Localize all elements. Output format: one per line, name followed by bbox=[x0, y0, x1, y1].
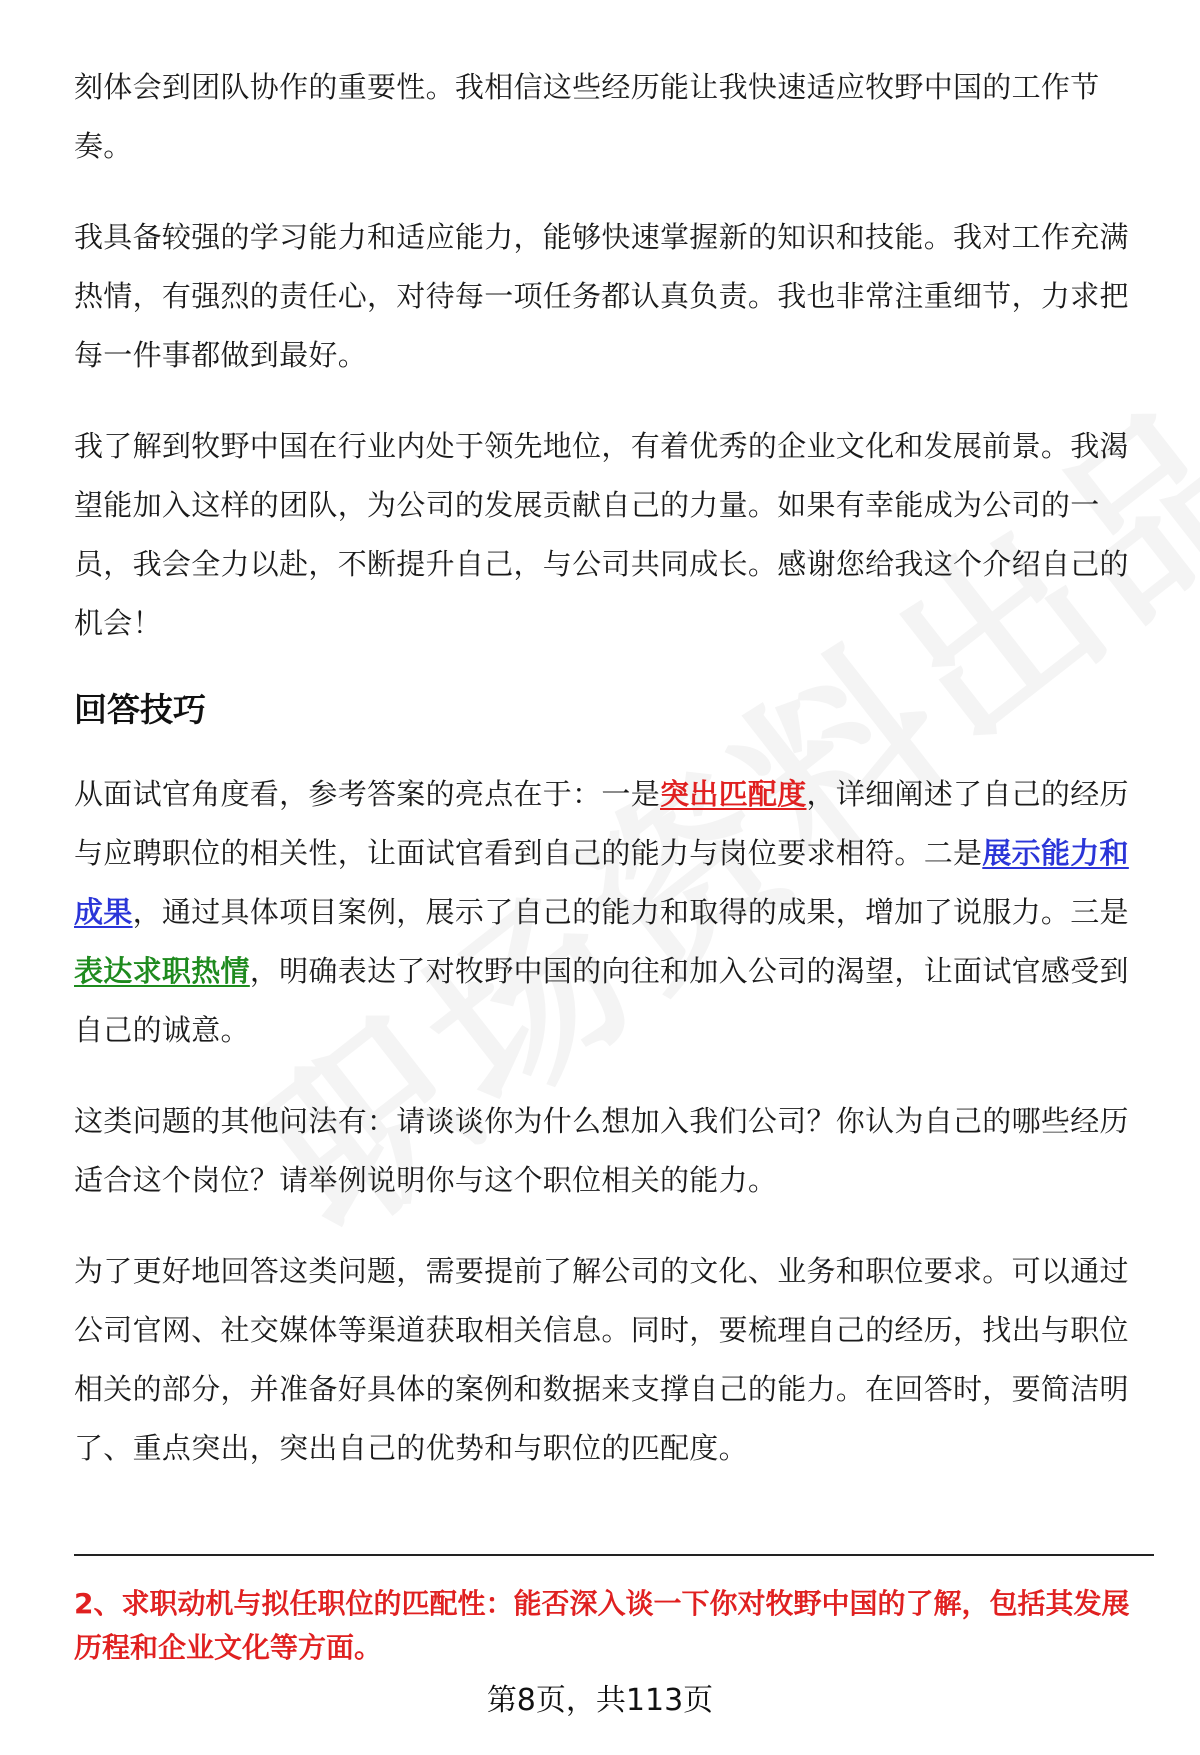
section-heading: 回答技巧 bbox=[74, 690, 206, 729]
analysis-text-3: ，通过具体项目案例，展示了自己的能力和取得的成果，增加了说服力。三是 bbox=[132, 895, 1129, 929]
highlight-ability: 展示能力和成果 bbox=[74, 836, 1129, 929]
analysis-text-2: ，详细阐述了自己的经历与应聘职位的相关性，让面试官看到自己的能力与岗位要求相符。二是 bbox=[74, 777, 1129, 870]
analysis-text-4: ，明确表达了对牧野中国的向往和加入公司的渴望，让面试官感受到自己的诚意。 bbox=[74, 954, 1129, 1047]
paragraph-adaptation: 刻体会到团队协作的重要性。我相信这些经历能让我快速适应牧野中国的工作节奏。 bbox=[74, 70, 1100, 163]
paragraph-company-aspiration: 我了解到牧野中国在行业内处于领先地位，有着优秀的企业文化和发展前景。我渴望能加入这样的团队，为公司的发展贡献自己的力量。如果有幸能成为公司的一员，我会全力以赴，不断提升自己，与公司共同成长。感谢您给我这个介绍自己的机会！ bbox=[74, 429, 1129, 640]
page-content bbox=[74, 58, 1152, 1510]
highlight-match: 突出匹配度 bbox=[660, 777, 807, 811]
section-divider bbox=[74, 1554, 1154, 1556]
next-question: 2、求职动机与拟任职位的匹配性：能否深入谈一下你对牧野中国的了解，包括其发展历程和企业文化等方面。 bbox=[74, 1587, 1130, 1664]
paragraph-abilities: 我具备较强的学习能力和适应能力，能够快速掌握新的知识和技能。我对工作充满热情，有强烈的责任心，对待每一项任务都认真负责。我也非常注重细节，力求把每一件事都做到最好。 bbox=[74, 220, 1129, 372]
highlight-passion: 表达求职热情 bbox=[74, 954, 250, 988]
paragraph-prep-advice: 为了更好地回答这类问题，需要提前了解公司的文化、业务和职位要求。可以通过公司官网、社交媒体等渠道获取相关信息。同时，要梳理自己的经历，找出与职位相关的部分，并准备好具体的案例和数据来支撑自己的能力。在回答时，要简洁明了、重点突出，突出自己的优势和与职位的匹配度。 bbox=[74, 1254, 1129, 1465]
page-number: 第8页，共113页 bbox=[486, 1683, 714, 1718]
paragraph-other-ways: 这类问题的其他问法有：请谈谈你为什么想加入我们公司？你认为自己的哪些经历适合这个岗位？请举例说明你与这个职位相关的能力。 bbox=[74, 1104, 1129, 1197]
paragraph-analysis bbox=[74, 765, 1152, 1060]
analysis-text-1: 从面试官角度看，参考答案的亮点在于：一是 bbox=[74, 777, 661, 811]
